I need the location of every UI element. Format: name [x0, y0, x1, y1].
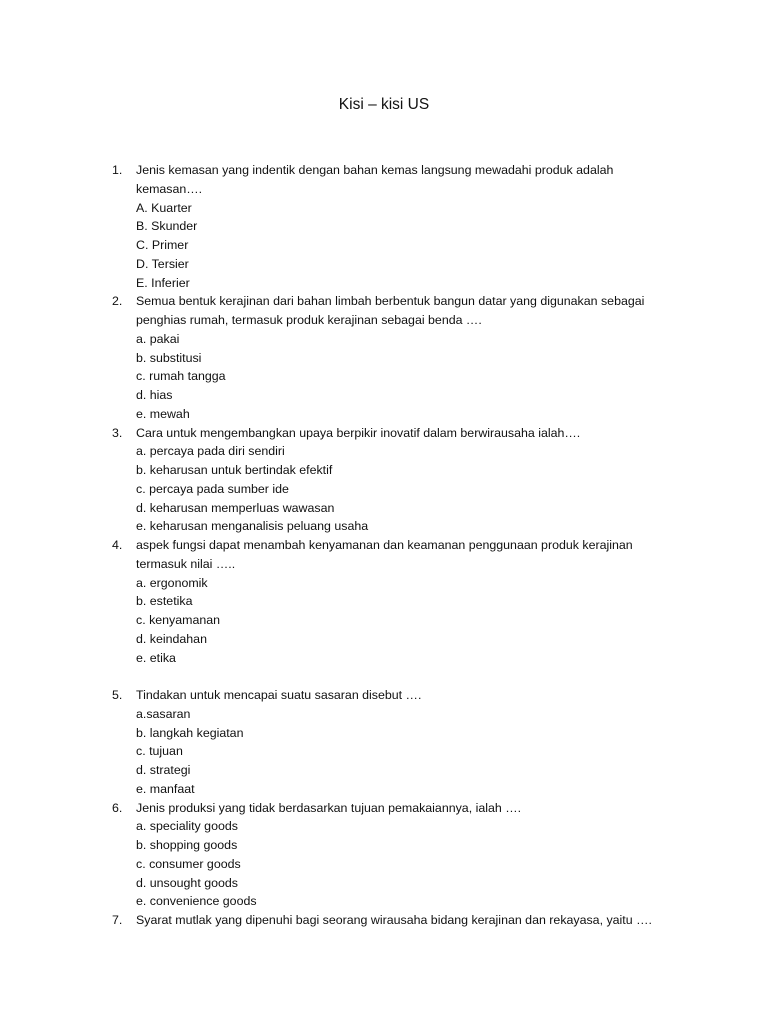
option-item: B. Skunder	[136, 219, 198, 234]
page-title: Kisi – kisi US	[338, 96, 430, 113]
question-item-4	[0, 536, 666, 667]
question-text: Jenis produksi yang tidak berdasarkan tujuan pemakaiannya, ialah ….	[136, 800, 522, 815]
option-item: b. keharusan untuk bertindak efektif	[136, 463, 333, 477]
question-text: Jenis kemasan yang indentik dengan bahan kemas langsung mewadahi produk adalah kemasan….	[136, 163, 614, 196]
option-item: b. substitusi	[136, 350, 202, 365]
question-item-1	[0, 161, 666, 292]
question-number: 5.	[112, 688, 123, 702]
question-text: Cara untuk mengembangkan upaya berpikir inovatif dalam berwirausaha ialah….	[136, 425, 581, 440]
question-item-3	[0, 424, 666, 537]
option-item: D. Tersier	[136, 256, 189, 271]
question-number: 4.	[112, 538, 123, 552]
option-item: d. keindahan	[136, 631, 207, 646]
option-item: e. manfaat	[136, 781, 195, 796]
option-item: d. keharusan memperluas wawasan	[136, 500, 335, 515]
question-text: Tindakan untuk mencapai suatu sasaran disebut ….	[136, 688, 422, 702]
option-list	[136, 817, 666, 911]
option-list	[136, 574, 666, 668]
question-text: Syarat mutlak yang dipenuhi bagi seorang wirausaha bidang kerajinan dan rekayasa, yaitu ….	[136, 913, 652, 927]
option-item: c. kenyamanan	[136, 613, 221, 627]
option-list	[136, 442, 666, 536]
option-list	[136, 705, 666, 799]
question-number: 1.	[112, 163, 123, 177]
option-item: E. Inferier	[136, 275, 190, 290]
option-item: c. tujuan	[136, 744, 183, 759]
option-item: c. percaya pada sumber ide	[136, 481, 289, 496]
option-item: a. pakai	[136, 331, 180, 346]
question-item-6	[0, 799, 666, 912]
question-number: 7.	[112, 913, 123, 927]
question-item-7	[0, 911, 666, 930]
option-item: a. ergonomik	[136, 575, 208, 590]
question-number: 3.	[112, 425, 123, 440]
option-item: a. speciality goods	[136, 819, 238, 834]
question-text: aspek fungsi dapat menambah kenyamanan dan keamanan penggunaan produk kerajinan termasuk nilai …..	[136, 538, 633, 571]
option-item: a. percaya pada diri sendiri	[136, 444, 285, 459]
question-text: Semua bentuk kerajinan dari bahan limbah berbentuk bangun datar yang digunakan sebagai penghias rumah, termasuk produk kerajinan sebagai benda ….	[136, 294, 645, 327]
option-item: a.sasaran	[136, 706, 191, 721]
option-item: c. rumah tangga	[136, 369, 226, 384]
option-item: C. Primer	[136, 238, 189, 252]
question-number: 2.	[112, 294, 123, 309]
question-list	[0, 161, 768, 930]
option-item: e. convenience goods	[136, 894, 257, 909]
option-item: b. shopping goods	[136, 838, 238, 852]
question-number: 6.	[112, 800, 123, 815]
option-item: d. unsought goods	[136, 875, 238, 890]
option-list	[136, 330, 666, 424]
option-item: b. estetika	[136, 594, 193, 609]
option-item: A. Kuarter	[136, 200, 192, 215]
option-item: e. mewah	[136, 406, 190, 421]
option-item: d. hias	[136, 388, 173, 402]
option-item: c. consumer goods	[136, 856, 241, 871]
option-item: d. strategi	[136, 763, 191, 777]
option-item: e. keharusan menganalisis peluang usaha	[136, 519, 369, 534]
option-list	[136, 199, 666, 293]
option-item: b. langkah kegiatan	[136, 725, 244, 740]
option-item: e. etika	[136, 650, 176, 665]
question-item-2	[0, 292, 666, 423]
question-item-5	[0, 686, 666, 799]
